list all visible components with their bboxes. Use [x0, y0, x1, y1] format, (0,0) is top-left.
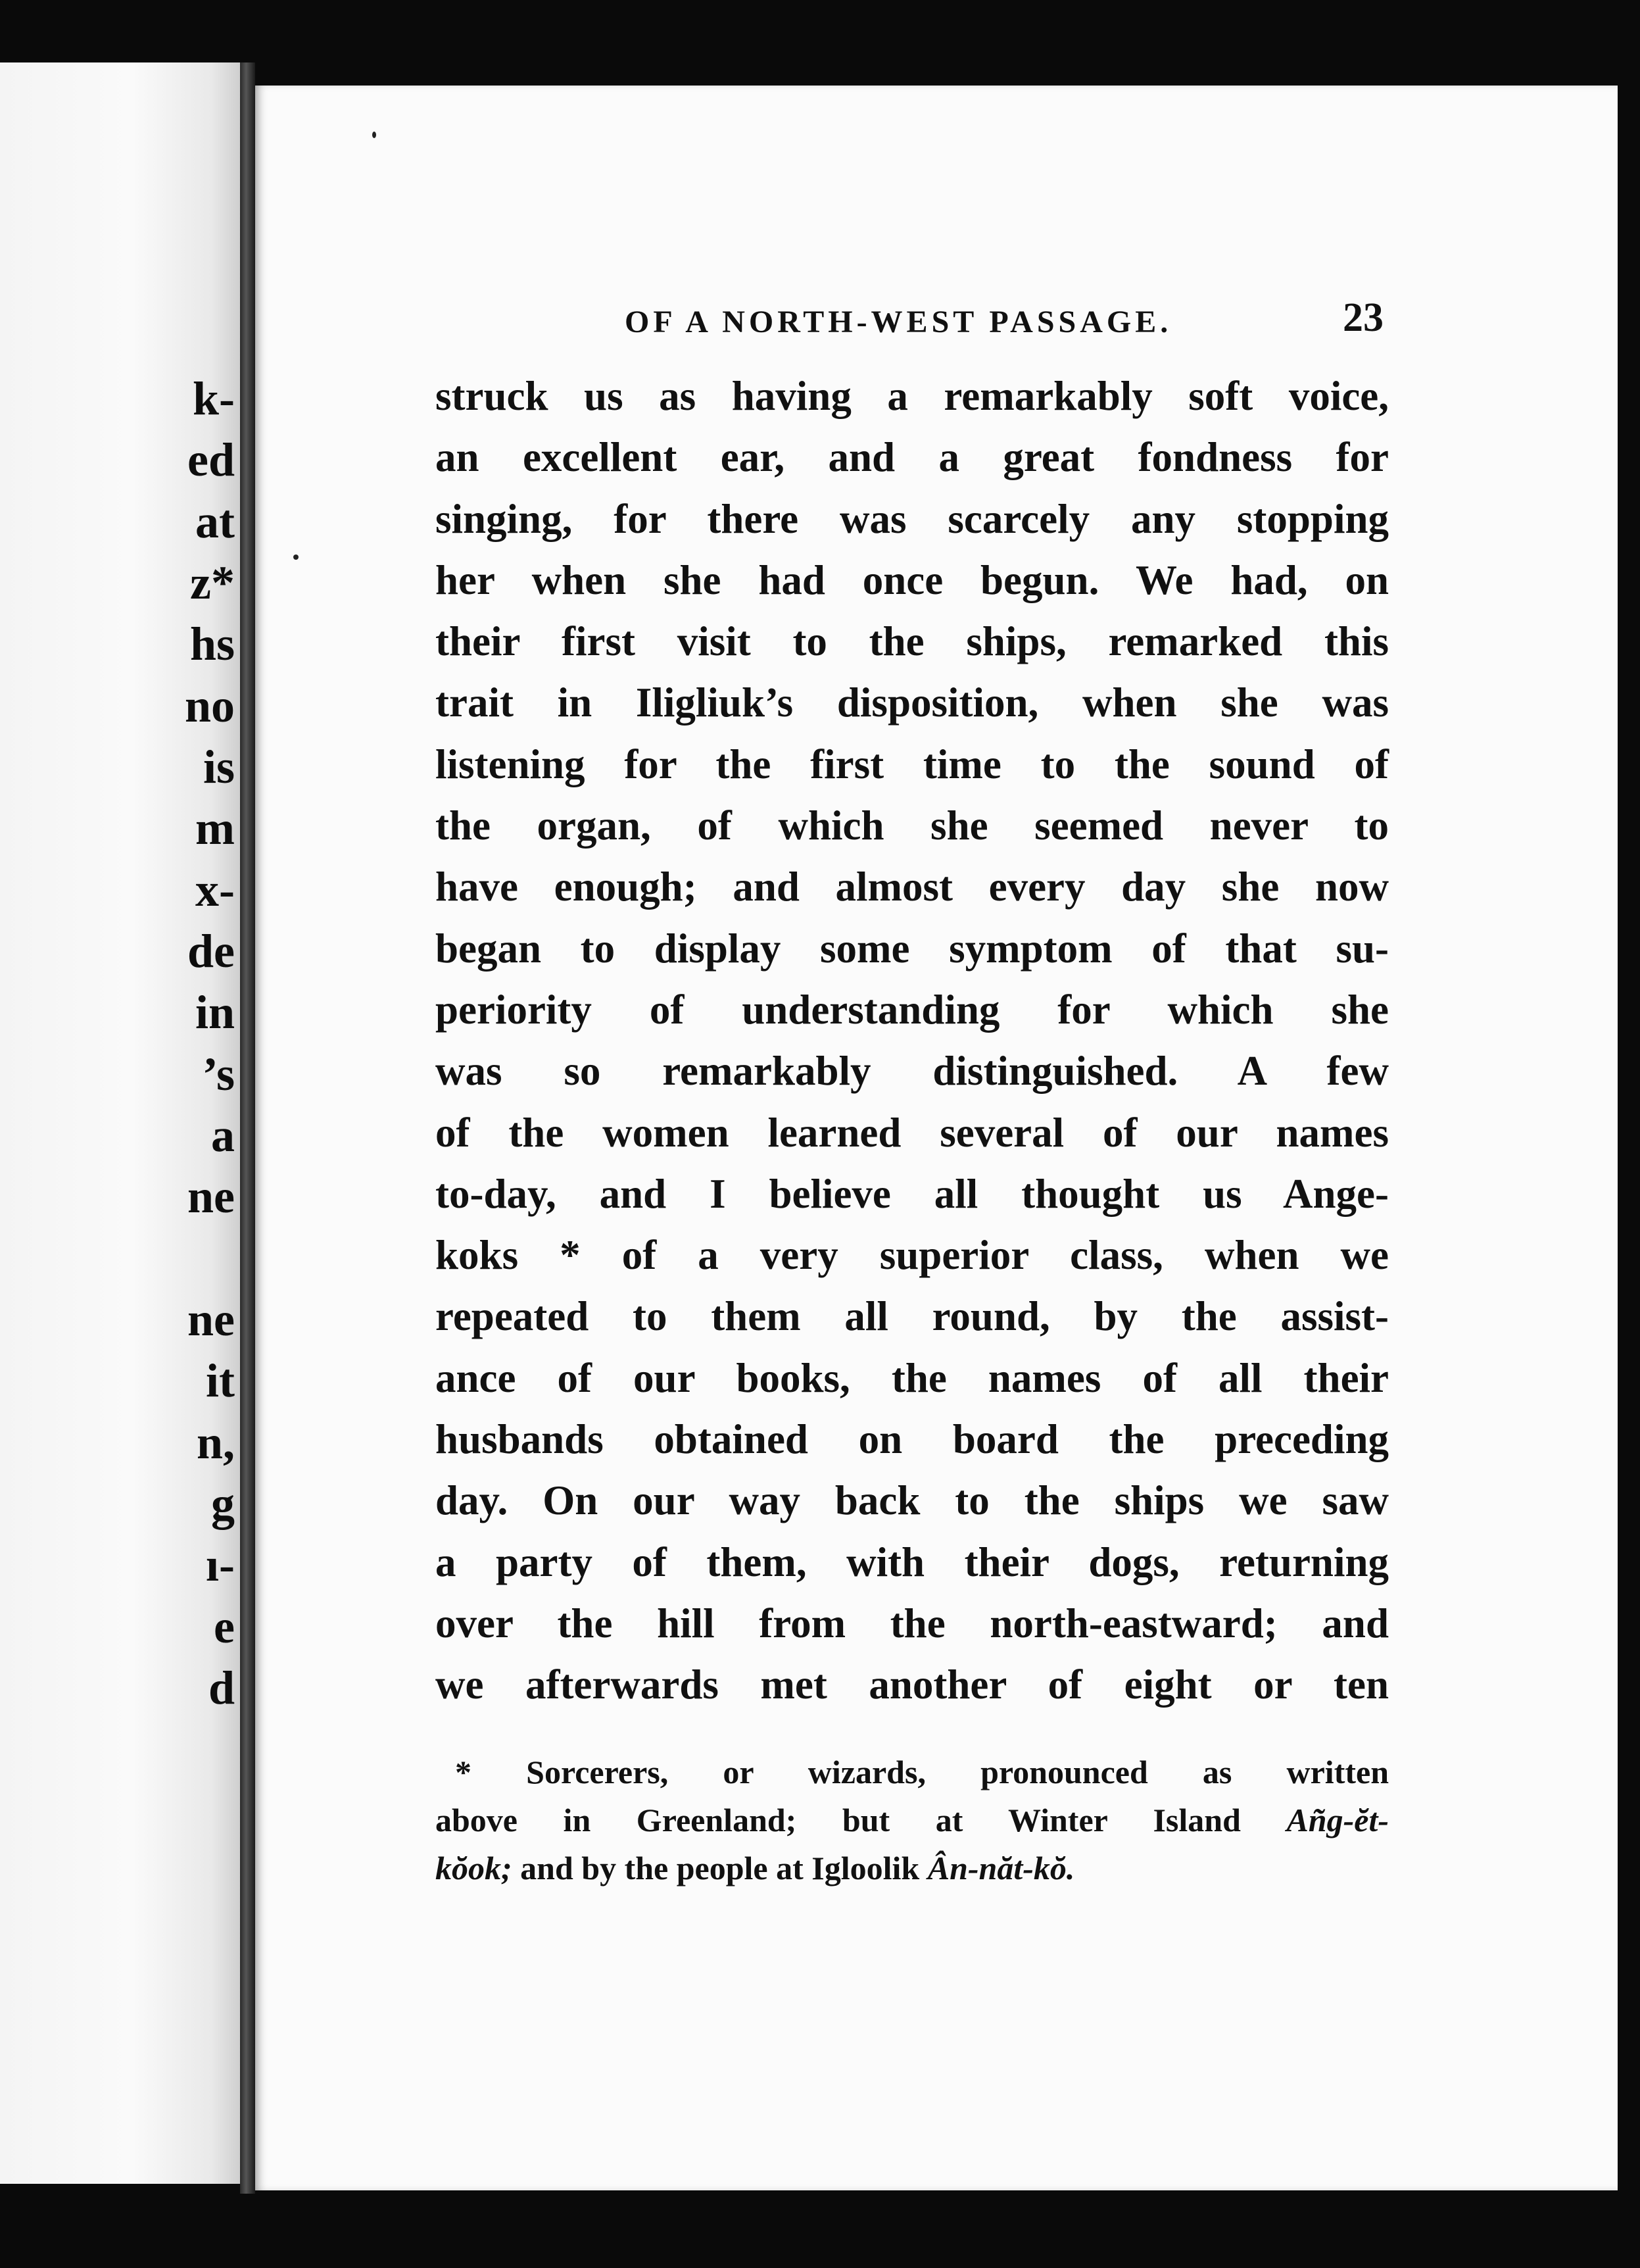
- left-page-fragment: is: [203, 741, 235, 793]
- left-page-fragment: d: [208, 1662, 235, 1714]
- footnote-line: [435, 1796, 1389, 1844]
- body-line: her when she had once begun. We had, on: [435, 556, 1389, 603]
- footnote-term-italic: Añg-ĕt-: [1286, 1802, 1389, 1838]
- body-line: listening for the first time to the sound of: [435, 741, 1389, 787]
- left-page-fragment: at: [195, 495, 235, 548]
- body-line: to-day, and I believe all thought us Ange-: [435, 1170, 1389, 1217]
- footnote-line: [435, 1844, 1389, 1892]
- left-page-fragment: in: [195, 986, 235, 1039]
- page-number: 23: [1343, 295, 1384, 340]
- body-text: [435, 366, 1389, 1716]
- body-line: have enough; and almost every day she now: [435, 864, 1389, 910]
- body-line: struck us as having a remarkably soft voice,: [435, 373, 1389, 419]
- footnote-text: above in Greenland; but at Winter Island: [435, 1802, 1287, 1838]
- body-line: singing, for there was scarcely any stopping: [435, 495, 1389, 542]
- left-page-fragment: ne: [187, 1170, 235, 1223]
- left-page-fragment: k-: [192, 372, 235, 425]
- paper-speck: [293, 555, 299, 560]
- footnote-line: * Sorcerers, or wizards, pronounced as written: [455, 1754, 1389, 1790]
- body-line: koks * of a very superior class, when we: [435, 1232, 1389, 1279]
- body-line: began to display some symptom of that su-: [435, 925, 1389, 972]
- left-page-fragment: e: [214, 1600, 235, 1653]
- footnote: [435, 1748, 1389, 1892]
- body-line: ance of our books, the names of all their: [435, 1354, 1389, 1401]
- left-page-fragment: ne: [187, 1293, 235, 1346]
- left-page-fragment: x-: [195, 864, 235, 916]
- body-line: repeated to them all round, by the assist-: [435, 1293, 1389, 1340]
- left-page-fragment: it: [206, 1354, 235, 1407]
- book-gutter: [240, 62, 255, 2194]
- footnote-term-italic: Ân-năt-kŏ.: [927, 1850, 1075, 1886]
- footnote-term-italic: kŏok;: [435, 1850, 512, 1886]
- body-line: periority of understanding for which she: [435, 986, 1389, 1033]
- footnote-text: and by the people at Igloolik: [512, 1850, 928, 1886]
- left-page-fragment: g: [211, 1477, 235, 1530]
- body-line: over the hill from the north-eastward; and: [435, 1600, 1389, 1646]
- left-page-fragment: ’s: [202, 1048, 235, 1100]
- body-line: a party of them, with their dogs, returning: [435, 1539, 1389, 1585]
- body-line: was so remarkably distinguished. A few: [435, 1048, 1389, 1095]
- left-page-fragment: z*: [190, 556, 235, 609]
- left-page-fragment: m: [195, 802, 235, 854]
- body-line: of the women learned several of our names: [435, 1109, 1389, 1156]
- left-page-fragment: no: [184, 679, 235, 732]
- running-head: OF A NORTH-WEST PASSAGE.: [625, 305, 1172, 339]
- body-line: day. On our way back to the ships we saw: [435, 1477, 1389, 1524]
- body-line: an excellent ear, and a great fondness for: [435, 434, 1389, 481]
- left-page-edge: [0, 62, 240, 2184]
- left-page-fragment: a: [211, 1109, 235, 1162]
- body-line: trait in Iligliuk’s disposition, when she was: [435, 679, 1389, 726]
- paper-speck: [372, 132, 376, 138]
- body-line: their first visit to the ships, remarked this: [435, 618, 1389, 665]
- body-line: the organ, of which she seemed never to: [435, 802, 1389, 849]
- left-page-fragment: de: [187, 925, 235, 977]
- left-page-fragment: hs: [189, 618, 235, 670]
- left-page-fragment: n,: [196, 1416, 235, 1469]
- left-page-fragment: ı-: [206, 1539, 235, 1591]
- body-line: husbands obtained on board the preceding: [435, 1416, 1389, 1463]
- body-line: we afterwards met another of eight or ten: [435, 1662, 1389, 1708]
- left-page-fragment: ed: [187, 433, 235, 486]
